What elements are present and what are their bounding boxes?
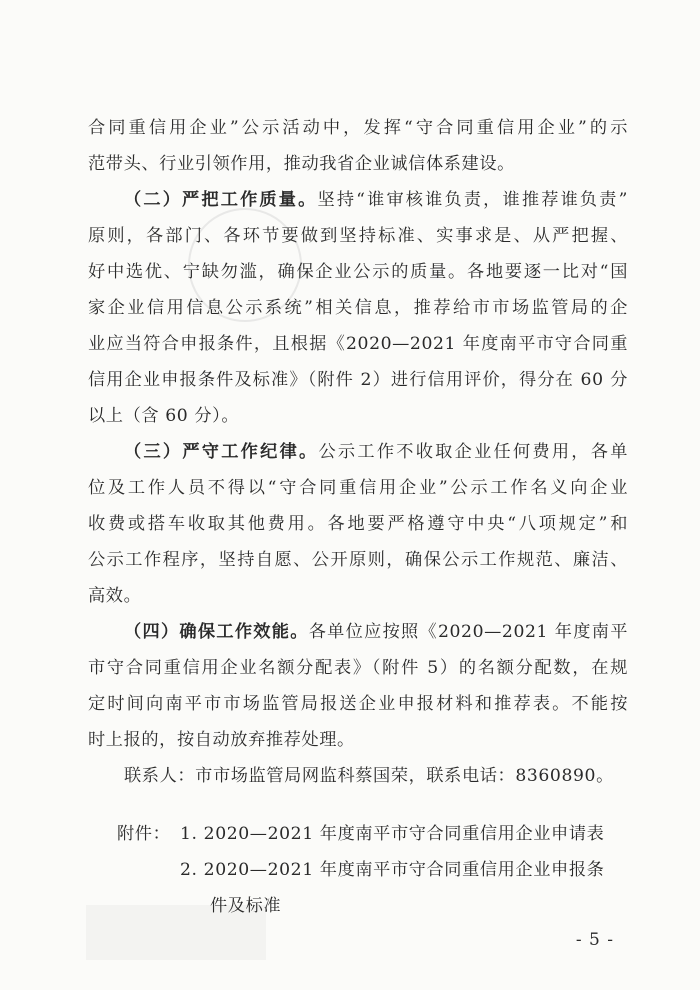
body-text: 各单位应按照《2020—2021 年度南平 [308,622,628,642]
section-2-first-line [88,188,628,212]
body-text-line: 原则，各部门、各环节要做到坚持标准、实事求是、从严把握、 [88,226,628,246]
section-3-first-line [88,440,628,464]
body-text-line: 家企业信用信息公示系统”相关信息，推荐给市市场监管局的企 [88,298,628,318]
body-text-line: 业应当符合申报条件，且根据《2020—2021 年度南平市守合同重 [88,334,628,354]
body-text-line: 位及工作人员不得以“守合同重信用企业”公示工作名义向企业 [88,478,628,498]
section-2-heading: （二）严把工作质量。 [124,190,318,210]
attachment-item-1: 1. 2020—2021 年度南平市守合同重信用企业申请表 [180,824,605,844]
body-text-line: 定时间向南平市市场监管局报送企业申报材料和推荐表。不能按 [88,694,628,714]
body-text-line: 市守合同重信用企业名额分配表》（附件 5）的名额分配数，在规 [88,658,628,678]
section-4-heading: （四）确保工作效能。 [124,622,309,642]
body-text-line: 时上报的，按自动放弃推荐处理。 [88,730,355,750]
body-text-line: 合同重信用企业”公示活动中，发挥“守合同重信用企业”的示 [88,118,628,138]
attachment-item-2: 2. 2020—2021 年度南平市守合同重信用企业申报条 [180,860,605,880]
attachments-label: 附件： [117,824,171,844]
section-4-first-line [88,620,628,644]
body-text-line: 范带头、行业引领作用，推动我省企业诚信体系建设。 [88,154,515,174]
body-text: 公示工作不收取企业任何费用，各单 [318,442,628,462]
contact-line: 联系人：市市场监管局网监科蔡国荣，联系电话：8360890。 [124,766,614,786]
section-3-heading: （三）严守工作纪律。 [124,442,319,462]
body-text-line: 高效。 [88,586,142,606]
body-text-line: 公示工作程序，坚持自愿、公开原则，确保公示工作规范、廉洁、 [88,550,628,570]
body-text-line: 以上（含 60 分）。 [88,406,240,426]
page-number: - 5 - [575,930,614,950]
body-text-line: 信用企业申报条件及标准》（附件 2）进行信用评价，得分在 60 分 [88,370,628,390]
attachment-item-2-continued: 件及标准 [210,896,282,916]
body-text: 坚持“谁审核谁负责，谁推荐谁负责” [317,190,628,210]
body-text-line: 好中选优、宁缺勿滥，确保企业公示的质量。各地要逐一比对“国 [88,262,628,282]
body-text-line: 收费或搭车收取其他费用。各地要严格遵守中央“八项规定”和 [88,514,628,534]
